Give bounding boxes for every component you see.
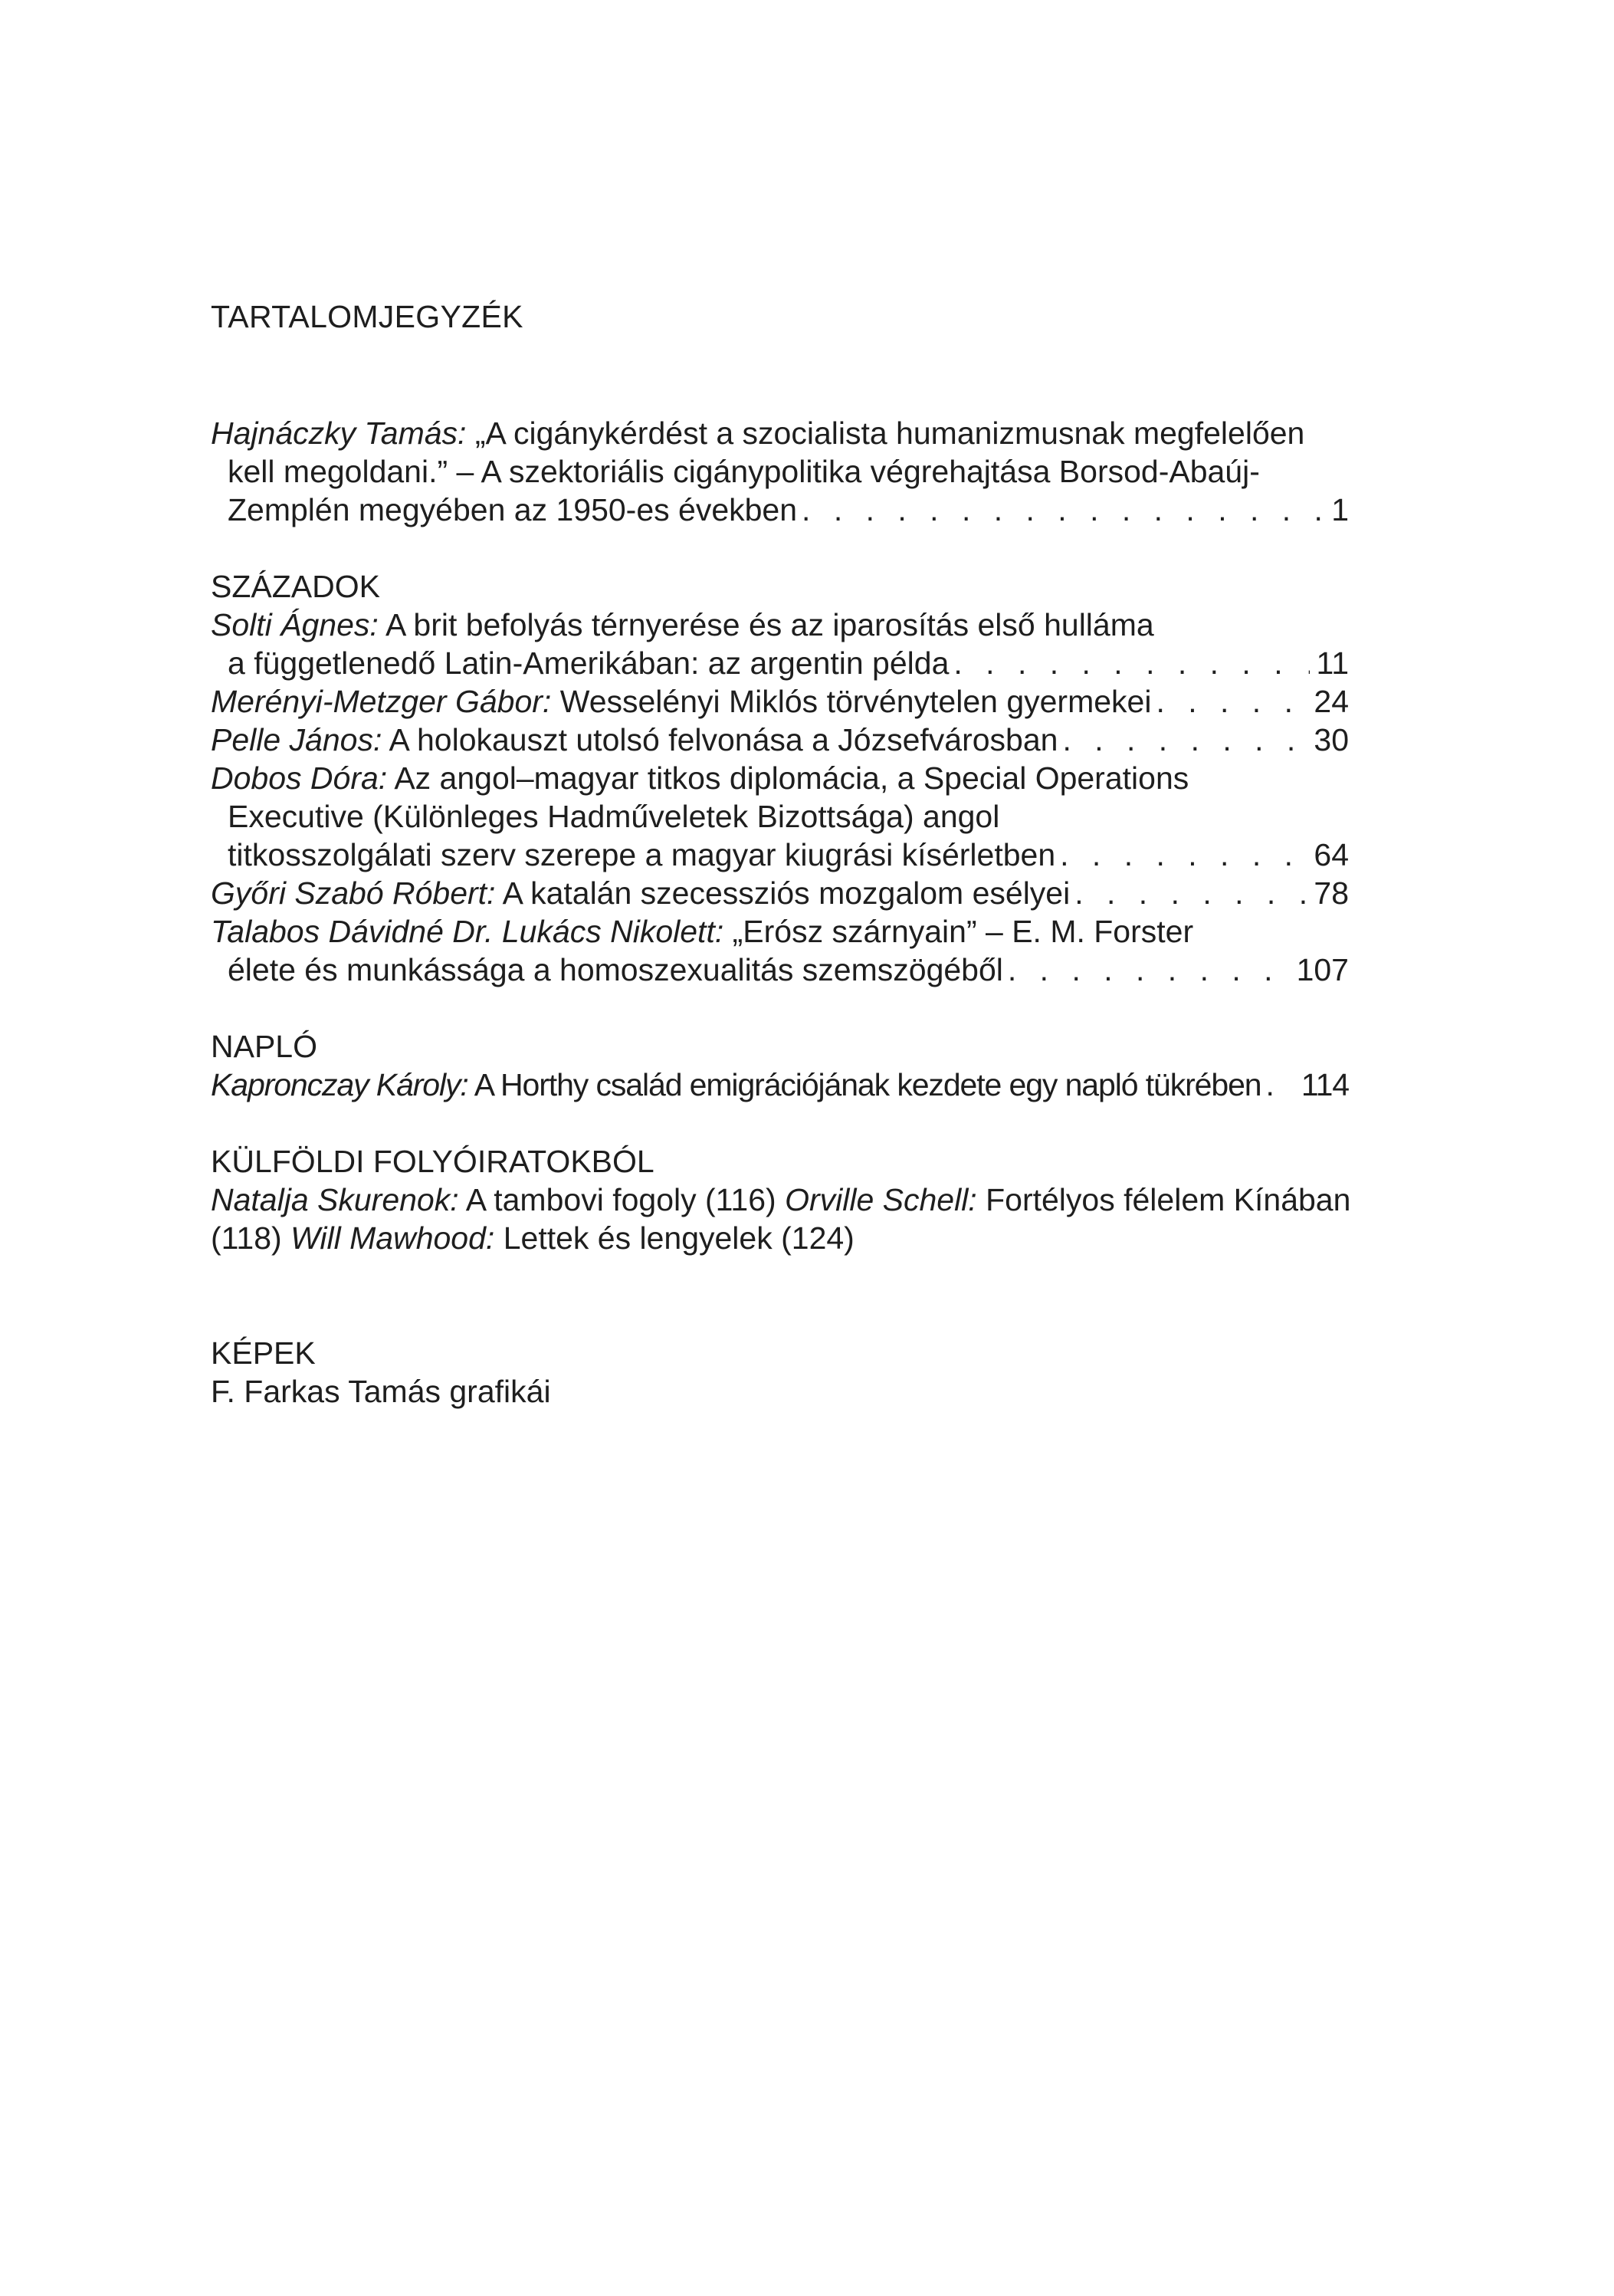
toc-entry-merenyi: [211, 682, 1349, 721]
page-number: 107: [1296, 952, 1349, 987]
entry-title-continued: élete és munkássága a homoszexualitás szemszögéből: [228, 952, 1003, 987]
entry-title-continued: Zemplén megyében az 1950-es években: [228, 492, 798, 527]
section-heading-kulfoldi: KÜLFÖLDI FOLYÓIRATOKBÓL: [211, 1144, 654, 1179]
entry-author: Hajnáczky Tamás:: [211, 416, 467, 451]
page-number: 24: [1314, 684, 1349, 719]
entry-author: Kapronczay Károly:: [211, 1067, 468, 1102]
entry-title-continued: titkosszolgálati szerv szerepe a magyar kiugrási kísérletben: [228, 837, 1056, 872]
entry-title: A Horthy család emigrációjának kezdete egy napló tükrében: [474, 1067, 1261, 1102]
dot-leader: [1261, 1066, 1294, 1104]
page-number: 30: [1314, 722, 1349, 757]
entry-author: Will Mawhood:: [290, 1220, 495, 1256]
toc-entry-pelle: [211, 721, 1349, 759]
section-heading-naplo: NAPLÓ: [211, 1029, 317, 1064]
entry-title-continued: kell megoldani.” – A szektoriális cigánypolitika végrehajtása Borsod-Abaúj-: [228, 454, 1260, 489]
toc-entry-dobos-line3: [228, 836, 1349, 874]
toc-entry-talabos-line2: [228, 951, 1349, 989]
dot-leader: [1058, 721, 1307, 759]
entry-author: Merényi-Metzger Gábor:: [211, 684, 552, 719]
entry-title: „Erósz szárnyain” – E. M. Forster: [732, 914, 1194, 949]
entry-title: A brit befolyás térnyerése és az iparosítás első hulláma: [385, 607, 1154, 642]
entry-title: A holokauszt utolsó felvonása a Józsefvárosban: [389, 722, 1058, 757]
dot-leader: [1070, 874, 1307, 912]
entry-title: F. Farkas Tamás grafikái: [211, 1374, 551, 1409]
page-title: TARTALOMJEGYZÉK: [211, 299, 523, 334]
entry-title-continued: a függetlenedő Latin-Amerikában: az argentin példa: [228, 645, 950, 681]
entry-author: Solti Ágnes:: [211, 607, 379, 642]
entry-author: Pelle János:: [211, 722, 382, 757]
entry-title: (118): [211, 1220, 282, 1256]
dot-leader: [1055, 836, 1307, 874]
toc-entry-solti-line1: [211, 606, 1349, 644]
toc-entry-kulfoldi-line1: [211, 1181, 1349, 1219]
dot-leader: [949, 644, 1310, 682]
toc-entry-lead-line1: [211, 414, 1349, 452]
toc-entry-dobos-line2: [228, 797, 1349, 836]
dot-leader: [797, 491, 1325, 529]
section-heading-kepek: KÉPEK: [211, 1335, 316, 1371]
page-number: 64: [1314, 837, 1349, 872]
section-heading-szazadok: SZÁZADOK: [211, 569, 380, 604]
toc-entry-talabos-line1: [211, 912, 1349, 951]
entry-title: Az angol–magyar titkos diplomácia, a Special Operations: [394, 760, 1189, 796]
dot-leader: [1003, 951, 1291, 989]
toc-entry-solti-line2: [228, 644, 1349, 682]
page-number: 1: [1331, 492, 1349, 527]
page-number: 114: [1301, 1067, 1349, 1102]
entry-title: Lettek és lengyelek (124): [503, 1220, 855, 1256]
page-number: 78: [1314, 875, 1349, 911]
entry-title: A katalán szecessziós mozgalom esélyei: [502, 875, 1071, 911]
entry-author: Győri Szabó Róbert:: [211, 875, 496, 911]
entry-author: Orville Schell:: [785, 1182, 977, 1217]
toc-entry-lead-line3: [228, 491, 1349, 529]
toc-entry-kulfoldi-line2: [211, 1219, 1349, 1257]
entry-title-continued: Executive (Különleges Hadműveletek Bizottsága) angol: [228, 799, 1000, 834]
toc-entry-dobos-line1: [211, 759, 1349, 797]
toc-entry-kepek: [211, 1372, 1349, 1411]
entry-title: A tambovi fogoly (116): [465, 1182, 776, 1217]
page-number: 11: [1316, 645, 1349, 681]
toc-entry-gyori: [211, 874, 1349, 912]
entry-title: Wesselényi Miklós törvénytelen gyermekei: [559, 684, 1152, 719]
dot-leader: [1151, 682, 1307, 721]
entry-author: Dobos Dóra:: [211, 760, 388, 796]
entry-title: Fortélyos félelem Kínában: [986, 1182, 1351, 1217]
toc-entry-lead-line2: [228, 452, 1349, 491]
entry-author: Talabos Dávidné Dr. Lukács Nikolett:: [211, 914, 724, 949]
toc-entry-kapronczay: [211, 1066, 1349, 1104]
entry-title: „A cigánykérdést a szocialista humanizmusnak megfelelően: [474, 416, 1305, 451]
entry-author: Natalja Skurenok:: [211, 1182, 459, 1217]
